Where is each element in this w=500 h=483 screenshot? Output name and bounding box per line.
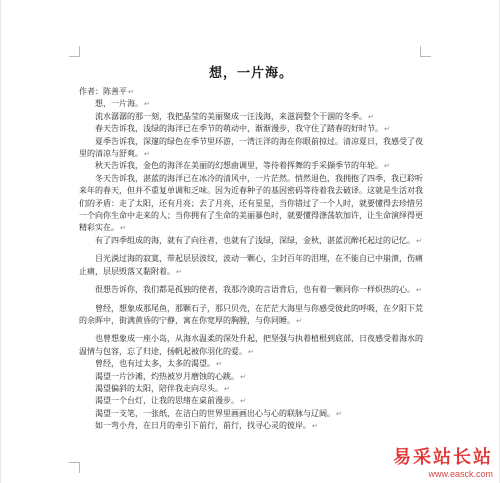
document-title: 想，一片海。 xyxy=(208,66,293,81)
watermark-site-name: 易采站长站 xyxy=(393,447,493,468)
paragraph: 渴望偏斜的太阳，陪伴我走向尽头。↵ xyxy=(95,383,230,393)
paragraph: 渴望一个台灯，让我的思绪在桌前漫步。↵ xyxy=(95,396,246,406)
paragraph: 有了四季组成的海，就有了向往者，也就有了浅绿，深绿，金秋，湛蓝沉醉托起过的记忆。↵ xyxy=(95,235,422,245)
paragraph: 夏季告诉我，深邃的绿色在季节里环游，一湾汪洋的海在你眼前掠过。清凉夏日，我感受了夜里的清凉与舒爽。↵ xyxy=(79,136,423,159)
paragraph: 冬天告诉我，湛蓝的海洋已在冰冷的清风中，一片茫然。悄然退色，我拥抱了四季，我已聆听来年的春天，但并不重复单调和乏味。因为近春种子的基因密码等待着我去破译。这就是生活对我们的矛盾：走了太阳，还有月亮；去了月亮，还有星星，当你错过了一个人时，就要懂得去珍惜另一个向你生命中走来的人；当你拥有了生命的美丽暴色时，就要懂得涤荡软加许，让生命演绎得更精彩实在。↵ xyxy=(79,173,423,233)
paragraph: 如一弯小舟，在日月的牵引下前行，前行，找寻心灵的彼岸。↵ xyxy=(95,421,318,431)
paragraph: 也曾想象成一座小岛，从海水温柔的深处升起，把坚强与执着植根到底部，日夜感受着海水的温情与包容，忘了归途，扬帆起被你羽化的爱。↵ xyxy=(79,334,423,356)
paragraph: 曾经，想象成那尾鱼，那颗石子，那只贝壳，在茫茫大海里与你感受彼此的呼吸，在夕阳下荒的余晖中，街满黄昏的宁静，寓在你宽厚的胸膛，与你同睡。↵ xyxy=(79,303,423,325)
margin-corner-mark xyxy=(69,46,80,57)
paragraph: 秋天告诉我，金色的海洋在美丽的幻想曲调里，等待着挥舞的手采撷季节的年轮。↵ xyxy=(95,161,390,171)
paragraph: 目光淌过海的寂寞，带起层层波纹，波动一颗心，尘封百年的泪埋，在不能自已中崩溃，伤痛止痛，层层毁落又黏附着。↵ xyxy=(79,254,423,276)
paragraph: 很想告诉你，我们都是孤独的使者，我那冷漠的言语背后，也有着一颗同你一样炽热的心。↵ xyxy=(95,285,422,295)
paragraph: 春天告诉我，浅绿的海洋已在季节的萌动中，渐渐漫步，我守住了踏春的好时节。↵ xyxy=(95,124,390,134)
site-watermark xyxy=(393,448,493,479)
paragraph: 曾经，也有过太多，太多的渴望。↵ xyxy=(95,359,222,369)
paragraph: 渴望一支笔，一张纸，在洁白的世界里画画出心与心的联脉与辽阔。↵ xyxy=(95,408,342,418)
paragraph: 想，一片海。↵ xyxy=(95,99,150,109)
margin-corner-mark xyxy=(420,46,431,57)
author-line: 作者：陈善平↵ xyxy=(79,87,134,96)
document-body[interactable] xyxy=(79,86,424,433)
watermark-url: www.easck.com xyxy=(428,469,493,479)
margin-corner-mark xyxy=(69,462,80,473)
paragraph: 流水潺潺的那一刻，我把晶莹的美丽聚成一汪浅海，来滋润整个干涸的冬季。↵ xyxy=(95,111,374,121)
paragraph: 渴望一片沙滩，灼热被岁月磨蚀的心跳。↵ xyxy=(95,371,246,381)
